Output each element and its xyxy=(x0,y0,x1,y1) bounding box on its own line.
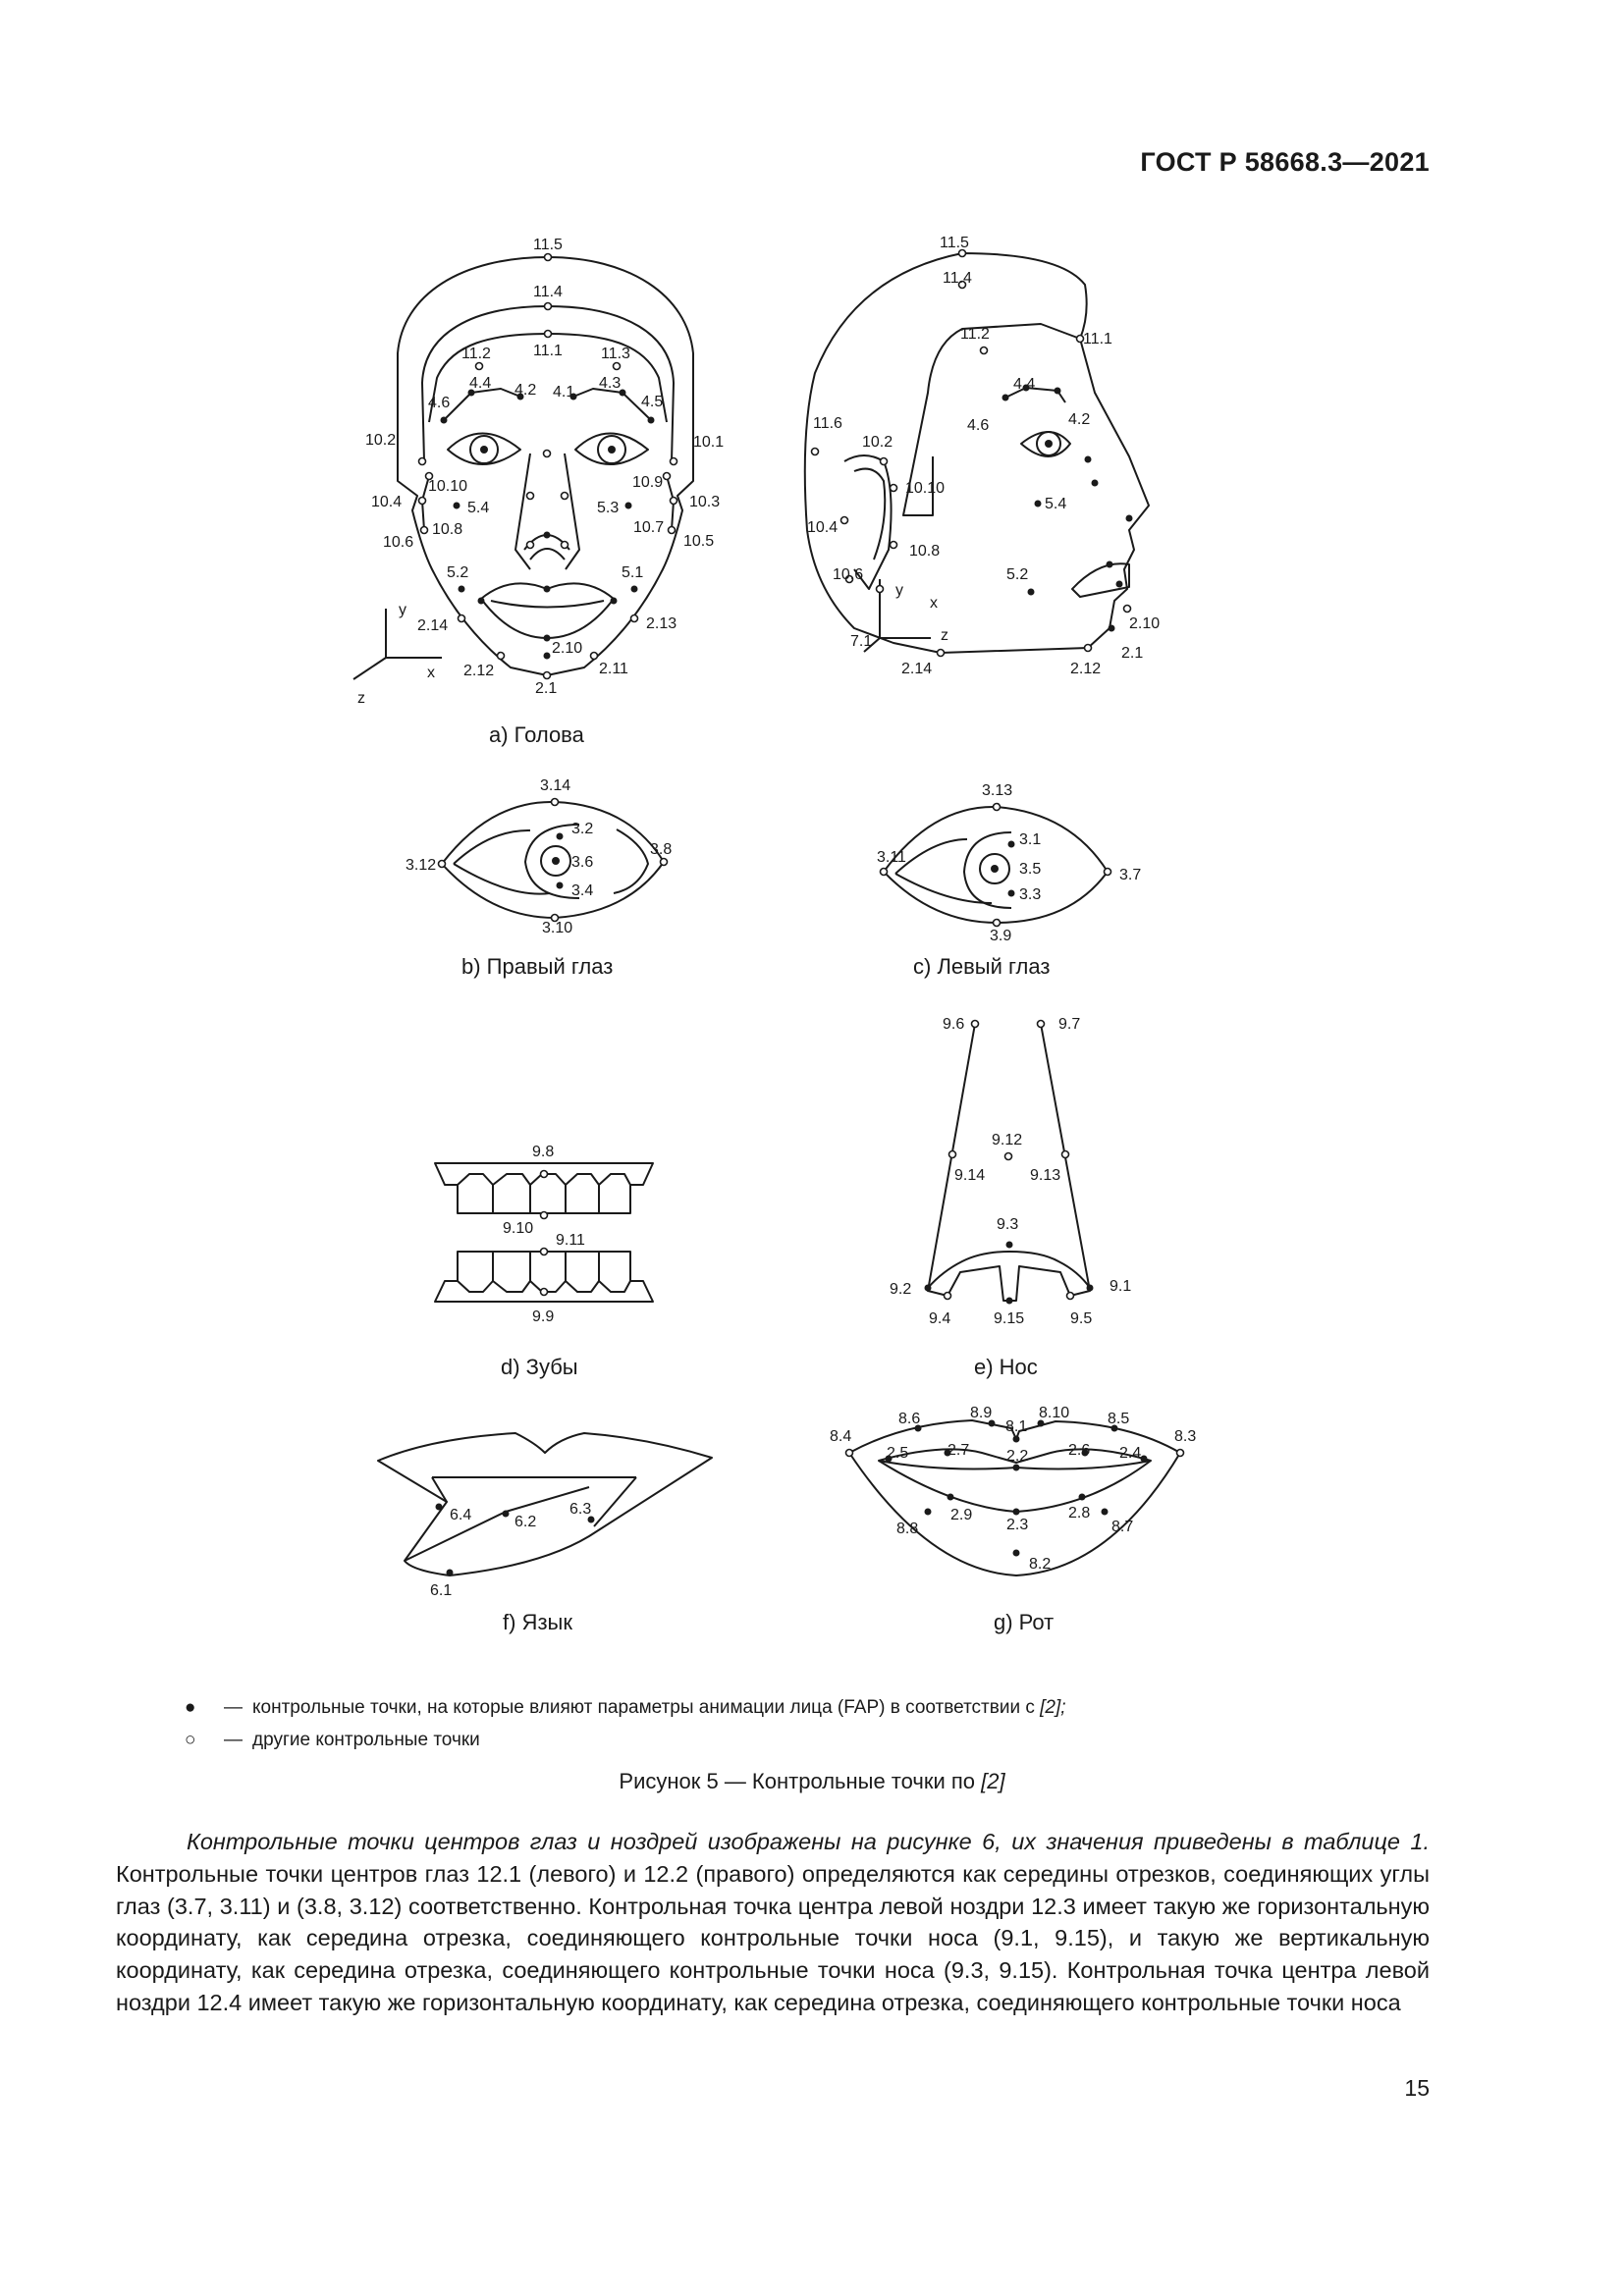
mouth-label: 8.6 xyxy=(898,1411,921,1427)
head-front-label: 5.3 xyxy=(597,500,620,516)
left-eye-drawing xyxy=(877,782,1141,979)
head-side-label: 2.10 xyxy=(1129,615,1161,632)
left-eye-label: 3.1 xyxy=(1019,831,1042,848)
legend-item-other xyxy=(185,1730,480,1751)
panel-caption-nose: e) Нос xyxy=(974,1355,1038,1379)
head-front-label: 2.13 xyxy=(646,615,677,632)
head-side-label: 7.1 xyxy=(850,633,873,650)
body-paragraph xyxy=(116,1826,1430,2019)
head-front-label: 2.14 xyxy=(417,617,449,634)
figure-caption-ref: [2] xyxy=(981,1769,1005,1793)
head-front-label: 10.9 xyxy=(632,474,664,491)
left-eye-label: 3.11 xyxy=(877,849,906,866)
teeth-label: 9.8 xyxy=(532,1144,555,1160)
body-italic-intro: Контрольные точки центров глаз и ноздрей изображены на рисунке 6, их значения приведены в таблице 1. xyxy=(187,1829,1430,1854)
head-front-label: 11.4 xyxy=(533,284,563,300)
axis-x-label: x xyxy=(427,665,435,681)
right-eye-label: 3.8 xyxy=(650,841,673,858)
head-side-label: 11.5 xyxy=(940,235,969,251)
head-side-label: 11.6 xyxy=(813,415,842,432)
head-front-label: 2.12 xyxy=(463,663,495,679)
right-eye-label: 3.14 xyxy=(540,777,571,794)
teeth-label: 9.11 xyxy=(556,1232,585,1249)
mouth-label: 8.10 xyxy=(1039,1405,1070,1421)
legend-text: контрольные точки, на которые влияют параметры анимации лица (FAP) в соответствии с xyxy=(252,1697,1041,1718)
nose-label: 9.5 xyxy=(1070,1310,1093,1327)
axis-z-label: z xyxy=(357,690,365,707)
mouth-label: 8.4 xyxy=(830,1428,852,1445)
nose-label: 9.12 xyxy=(992,1132,1023,1148)
left-eye-label: 3.7 xyxy=(1119,867,1142,883)
right-eye-label: 3.4 xyxy=(571,882,594,899)
document-header: ГОСТ Р 58668.3—2021 xyxy=(1140,147,1430,177)
head-side-label: 4.4 xyxy=(1013,376,1036,393)
left-eye-label: 3.9 xyxy=(990,928,1012,944)
nose-drawing xyxy=(890,1016,1131,1379)
tongue-label: 6.2 xyxy=(514,1514,537,1530)
left-eye-label: 3.3 xyxy=(1019,886,1042,903)
axis-y-label: y xyxy=(895,582,903,599)
tongue-drawing xyxy=(378,1433,712,1634)
mouth-label: 8.3 xyxy=(1174,1428,1197,1445)
mouth-label: 2.3 xyxy=(1006,1517,1029,1533)
panel-caption-teeth: d) Зубы xyxy=(501,1355,578,1379)
right-eye-label: 3.6 xyxy=(571,854,594,871)
legend-text: другие контрольные точки xyxy=(252,1730,480,1750)
tongue-label: 6.1 xyxy=(430,1582,453,1599)
head-front-label: 2.11 xyxy=(599,661,628,677)
head-front-label: 10.7 xyxy=(633,519,665,536)
head-side-drawing xyxy=(805,235,1160,677)
legend-item-fap xyxy=(185,1697,1066,1719)
panel-caption-head: а) Голова xyxy=(489,722,584,747)
tongue-label: 6.4 xyxy=(450,1507,472,1523)
panel-caption-left-eye: с) Левый глаз xyxy=(913,954,1051,979)
axis-y-label: y xyxy=(399,602,406,618)
body-text xyxy=(116,1826,1430,2019)
head-front-label: 5.4 xyxy=(467,500,490,516)
head-front-label: 11.5 xyxy=(533,237,563,253)
head-front-label: 10.1 xyxy=(693,434,725,451)
nose-label: 9.15 xyxy=(994,1310,1025,1327)
filled-dot-icon: ● xyxy=(185,1697,196,1718)
head-front-label: 2.1 xyxy=(535,680,558,697)
figure-caption xyxy=(0,1769,1624,1794)
body-paragraph-text: Контрольные точки центров глаз 12.1 (левого) и 12.2 (правого) определяются как середины отрезков, соединяющих углы глаз (3.7, 3.11) и (3.8, 3.12) соответственно. Контрольная точка центра левой ноздри 12.3 имеет такую же горизонтальную координату, как середина отрезка, соединяющего контрольные точки носа (9.1, 9.15), и такую же вертикальную координату, как середина отрезка, соединяющего контрольные точки носа (9.3, 9.15). Контрольная точка центра левой ноздри 12.4 имеет такую же горизонтальную координату, как середина отрезка, соединяющего контрольные точки носа xyxy=(116,1860,1430,2015)
head-front-label: 5.2 xyxy=(447,564,469,581)
head-side-label: 5.4 xyxy=(1045,496,1067,512)
axis-x-label: x xyxy=(930,595,938,612)
tongue-label: 6.3 xyxy=(569,1501,592,1518)
head-side-label: 11.1 xyxy=(1083,331,1112,347)
teeth-label: 9.9 xyxy=(532,1308,555,1325)
head-side-label: 4.2 xyxy=(1068,411,1091,428)
head-front-label: 10.8 xyxy=(432,521,463,538)
panel-caption-tongue: f) Язык xyxy=(503,1610,572,1634)
figure-caption-text: Рисунок 5 — Контрольные точки по xyxy=(619,1769,982,1793)
mouth-label: 8.9 xyxy=(970,1405,993,1421)
mouth-label: 2.8 xyxy=(1068,1505,1091,1522)
mouth-label: 8.8 xyxy=(896,1521,919,1537)
head-front-label: 10.2 xyxy=(365,432,397,449)
head-front-label: 10.4 xyxy=(371,494,403,510)
head-front-label: 10.3 xyxy=(689,494,721,510)
head-side-label: 10.6 xyxy=(833,566,864,583)
head-side-label: 2.14 xyxy=(901,661,933,677)
head-front-label: 10.10 xyxy=(428,478,468,495)
teeth-label: 9.10 xyxy=(503,1220,534,1237)
head-side-label: 2.1 xyxy=(1121,645,1144,662)
nose-label: 9.2 xyxy=(890,1281,912,1298)
head-side-label: 11.4 xyxy=(943,270,972,287)
head-front-label: 5.1 xyxy=(622,564,644,581)
mouth-label: 2.5 xyxy=(887,1445,909,1462)
mouth-label: 8.1 xyxy=(1005,1418,1028,1435)
mouth-label: 2.4 xyxy=(1119,1445,1142,1462)
nose-label: 9.1 xyxy=(1110,1278,1132,1295)
teeth-drawing xyxy=(435,1144,653,1379)
head-front-label: 10.5 xyxy=(683,533,715,550)
mouth-label: 8.5 xyxy=(1108,1411,1130,1427)
head-side-label: 11.2 xyxy=(960,326,990,343)
nose-label: 9.4 xyxy=(929,1310,951,1327)
nose-label: 9.7 xyxy=(1058,1016,1081,1033)
nose-label: 9.3 xyxy=(997,1216,1019,1233)
head-side-label: 10.8 xyxy=(909,543,941,560)
left-eye-label: 3.5 xyxy=(1019,861,1042,878)
axis-z-label: z xyxy=(941,627,948,644)
left-eye-label: 3.13 xyxy=(982,782,1013,799)
head-front-drawing xyxy=(353,237,724,747)
mouth-label: 2.2 xyxy=(1006,1448,1029,1465)
mouth-drawing xyxy=(830,1405,1196,1634)
head-front-label: 4.4 xyxy=(469,375,492,392)
mouth-label: 8.7 xyxy=(1111,1519,1134,1535)
legend-dash: — xyxy=(224,1697,243,1718)
mouth-label: 2.9 xyxy=(950,1507,973,1523)
head-front-label: 11.3 xyxy=(601,346,630,362)
right-eye-drawing xyxy=(406,777,672,979)
head-side-label: 10.4 xyxy=(807,519,839,536)
head-front-label: 2.10 xyxy=(552,640,583,657)
right-eye-label: 3.12 xyxy=(406,857,437,874)
head-front-label: 11.1 xyxy=(533,343,563,359)
head-side-label: 4.6 xyxy=(967,417,990,434)
nose-label: 9.13 xyxy=(1030,1167,1061,1184)
head-front-label: 4.2 xyxy=(514,382,537,399)
mouth-label: 8.2 xyxy=(1029,1556,1052,1573)
head-front-label: 4.5 xyxy=(641,394,664,410)
mouth-label: 2.6 xyxy=(1068,1442,1091,1459)
nose-label: 9.6 xyxy=(943,1016,965,1033)
head-side-label: 5.2 xyxy=(1006,566,1029,583)
nose-label: 9.14 xyxy=(954,1167,986,1184)
head-front-label: 10.6 xyxy=(383,534,414,551)
panel-caption-right-eye: b) Правый глаз xyxy=(461,954,614,979)
head-side-label: 10.10 xyxy=(905,480,946,497)
panel-caption-mouth: g) Рот xyxy=(994,1610,1055,1634)
right-eye-label: 3.10 xyxy=(542,920,573,936)
head-front-label: 4.1 xyxy=(553,384,575,400)
head-front-label: 4.3 xyxy=(599,375,622,392)
head-side-label: 10.2 xyxy=(862,434,893,451)
head-side-label: 2.12 xyxy=(1070,661,1102,677)
right-eye-label: 3.2 xyxy=(571,821,594,837)
open-dot-icon: ○ xyxy=(185,1730,196,1750)
mouth-label: 2.7 xyxy=(947,1442,970,1459)
head-front-label: 11.2 xyxy=(461,346,491,362)
page-number: 15 xyxy=(1404,2075,1430,2101)
head-front-label: 4.6 xyxy=(428,395,451,411)
legend-ref: [2]; xyxy=(1040,1697,1066,1718)
legend-dash: — xyxy=(224,1730,243,1750)
